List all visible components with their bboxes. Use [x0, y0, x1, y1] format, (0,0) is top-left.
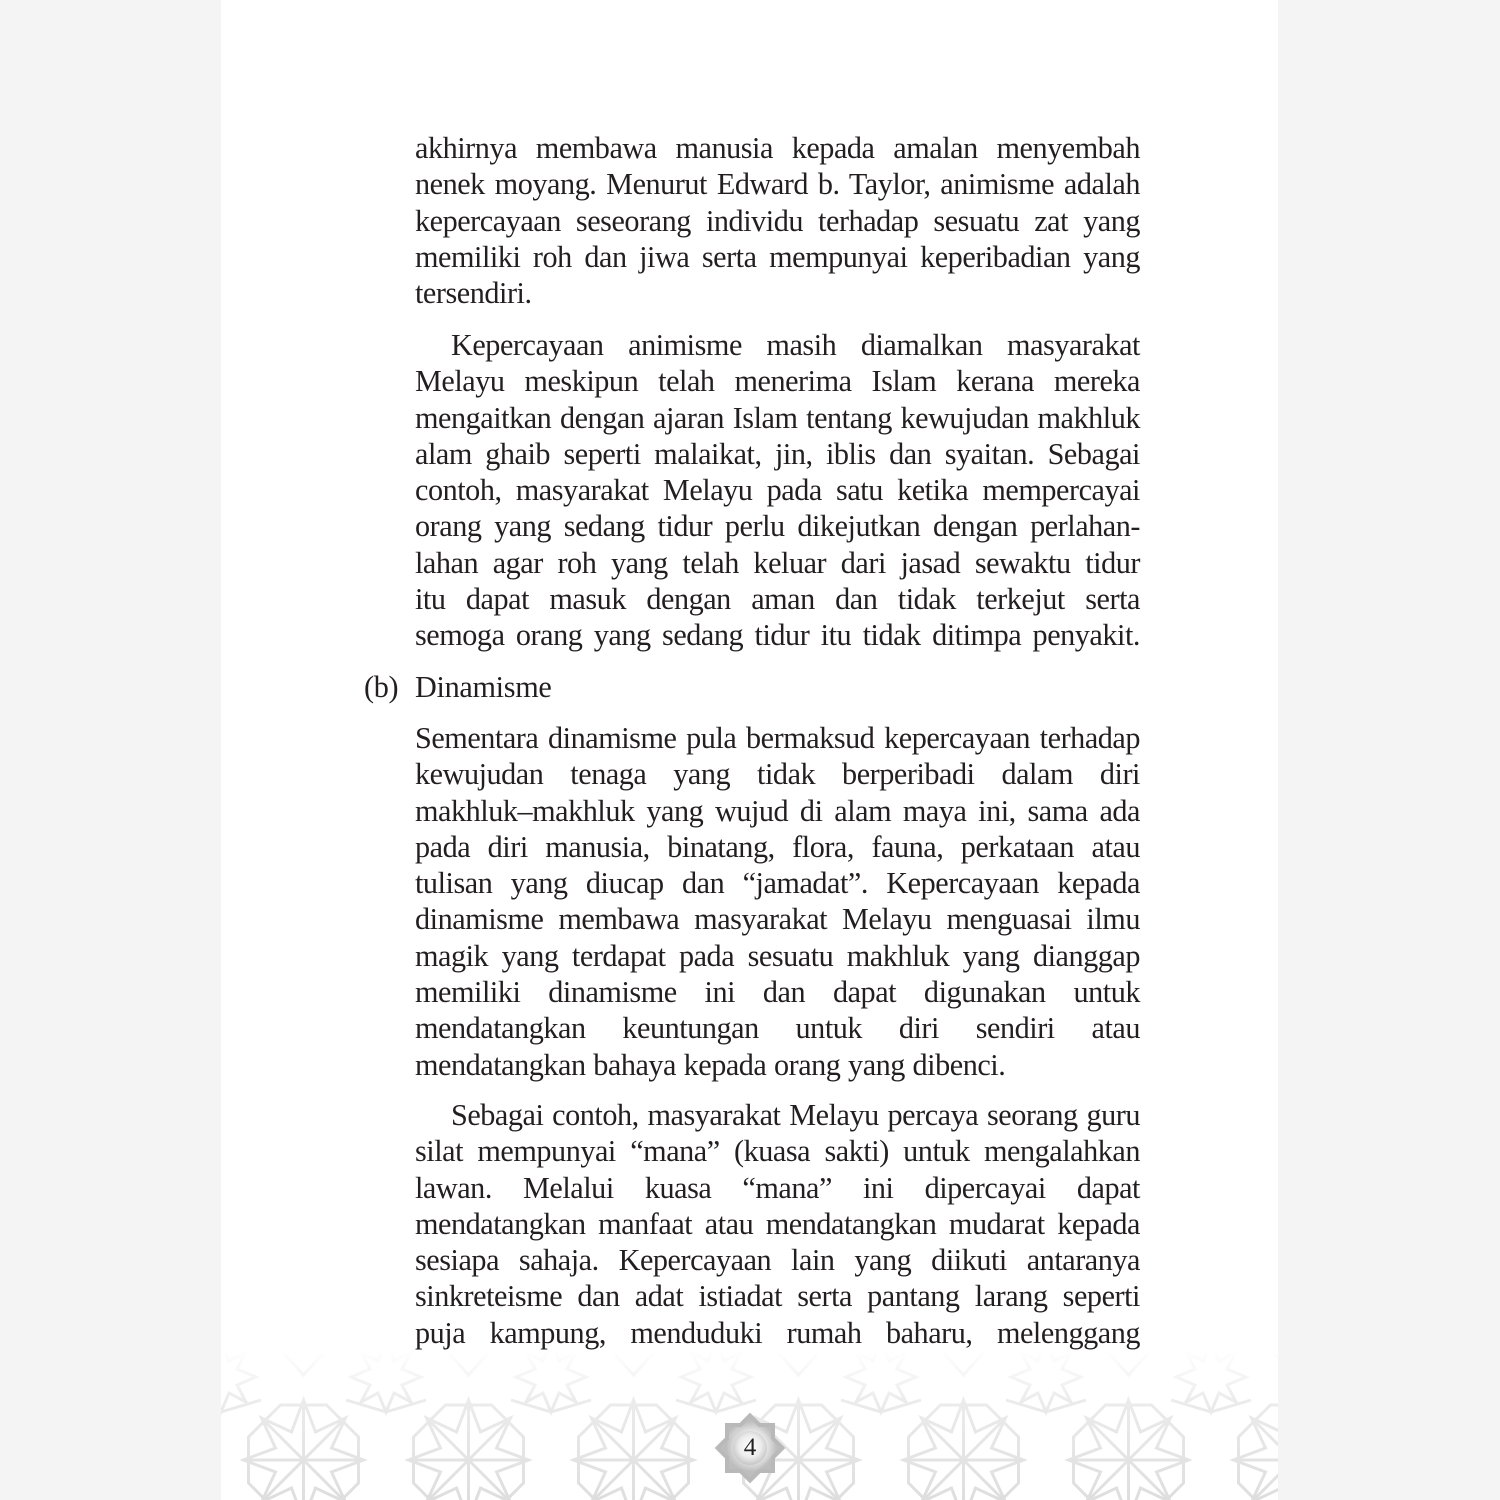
page-number-badge: [714, 1412, 786, 1484]
text-line: alam ghaib seperti malaikat, jin, iblis dan syaitan. Sebagai: [415, 436, 1140, 471]
text-line: semoga orang yang sedang tidur itu tidak ditimpa penyakit.: [415, 618, 1140, 653]
book-page: [221, 0, 1278, 1500]
paragraph-1: [415, 130, 1140, 311]
text-line: itu dapat masuk dengan aman dan tidak terkejut serta: [415, 582, 1140, 617]
text-line: Melayu meskipun telah menerima Islam kerana mereka: [415, 364, 1140, 399]
text-line: makhluk–makhluk yang wujud di alam maya ini, sama ada: [415, 793, 1140, 828]
paragraph-4: [415, 1097, 1140, 1351]
text-line: sesiapa sahaja. Kepercayaan lain yang diikuti antaranya: [415, 1243, 1140, 1278]
text-line: mendatangkan manfaat atau mendatangkan mudarat kepada: [415, 1206, 1140, 1241]
text-line: contoh, masyarakat Melayu pada satu ketika mempercayai: [415, 473, 1140, 508]
text-line: silat mempunyai “mana” (kuasa sakti) untuk mengalahkan: [415, 1134, 1140, 1169]
text-line: tersendiri.: [415, 276, 532, 311]
text-line: lahan agar roh yang telah keluar dari jasad sewaktu tidur: [415, 545, 1140, 580]
text-line: memiliki roh dan jiwa serta mempunyai keperibadian yang: [415, 239, 1140, 274]
paragraph-2: [415, 327, 1140, 654]
text-line: kewujudan tenaga yang tidak berperibadi dalam diri: [415, 757, 1140, 792]
section-marker: (b): [364, 670, 399, 704]
text-line: dinamisme membawa masyarakat Melayu menguasai ilmu: [415, 902, 1140, 937]
text-line: tulisan yang diucap dan “jamadat”. Kepercayaan kepada: [415, 866, 1140, 901]
text-line: memiliki dinamisme ini dan dapat digunakan untuk: [415, 975, 1140, 1010]
text-line: Sementara dinamisme pula bermaksud kepercayaan terhadap: [415, 721, 1140, 755]
text-line: lawan. Melalui kuasa “mana” ini dipercayai dapat: [415, 1170, 1140, 1205]
page-number: 4: [743, 1434, 757, 1461]
text-line: kepercayaan seseorang individu terhadap sesuatu zat yang: [415, 203, 1140, 238]
text-line: mendatangkan keuntungan untuk diri sendiri atau: [415, 1011, 1140, 1046]
text-line: nenek moyang. Menurut Edward b. Taylor, animisme adalah: [415, 167, 1140, 202]
text-line: orang yang sedang tidur perlu dikejutkan dengan perlahan-: [415, 509, 1140, 544]
section-title: Dinamisme: [415, 670, 552, 704]
text-line: Sebagai contoh, masyarakat Melayu percaya seorang guru: [451, 1098, 1140, 1132]
text-line: akhirnya membawa manusia kepada amalan menyembah: [415, 131, 1140, 165]
text-line: magik yang terdapat pada sesuatu makhluk yang dianggap: [415, 938, 1140, 973]
text-line: pada diri manusia, binatang, flora, fauna, perkataan atau: [415, 829, 1140, 864]
text-line: mendatangkan bahaya kepada orang yang dibenci.: [415, 1047, 1006, 1082]
text-line: sinkreteisme dan adat istiadat serta pantang larang seperti: [415, 1279, 1140, 1314]
paragraph-3: [415, 720, 1140, 1083]
text-line: Kepercayaan animisme masih diamalkan masyarakat: [451, 328, 1140, 362]
text-line: mengaitkan dengan ajaran Islam tentang kewujudan makhluk: [415, 400, 1140, 435]
section-heading-dinamisme: [364, 669, 551, 705]
text-line: puja kampung, menduduki rumah baharu, melenggang: [415, 1315, 1140, 1350]
